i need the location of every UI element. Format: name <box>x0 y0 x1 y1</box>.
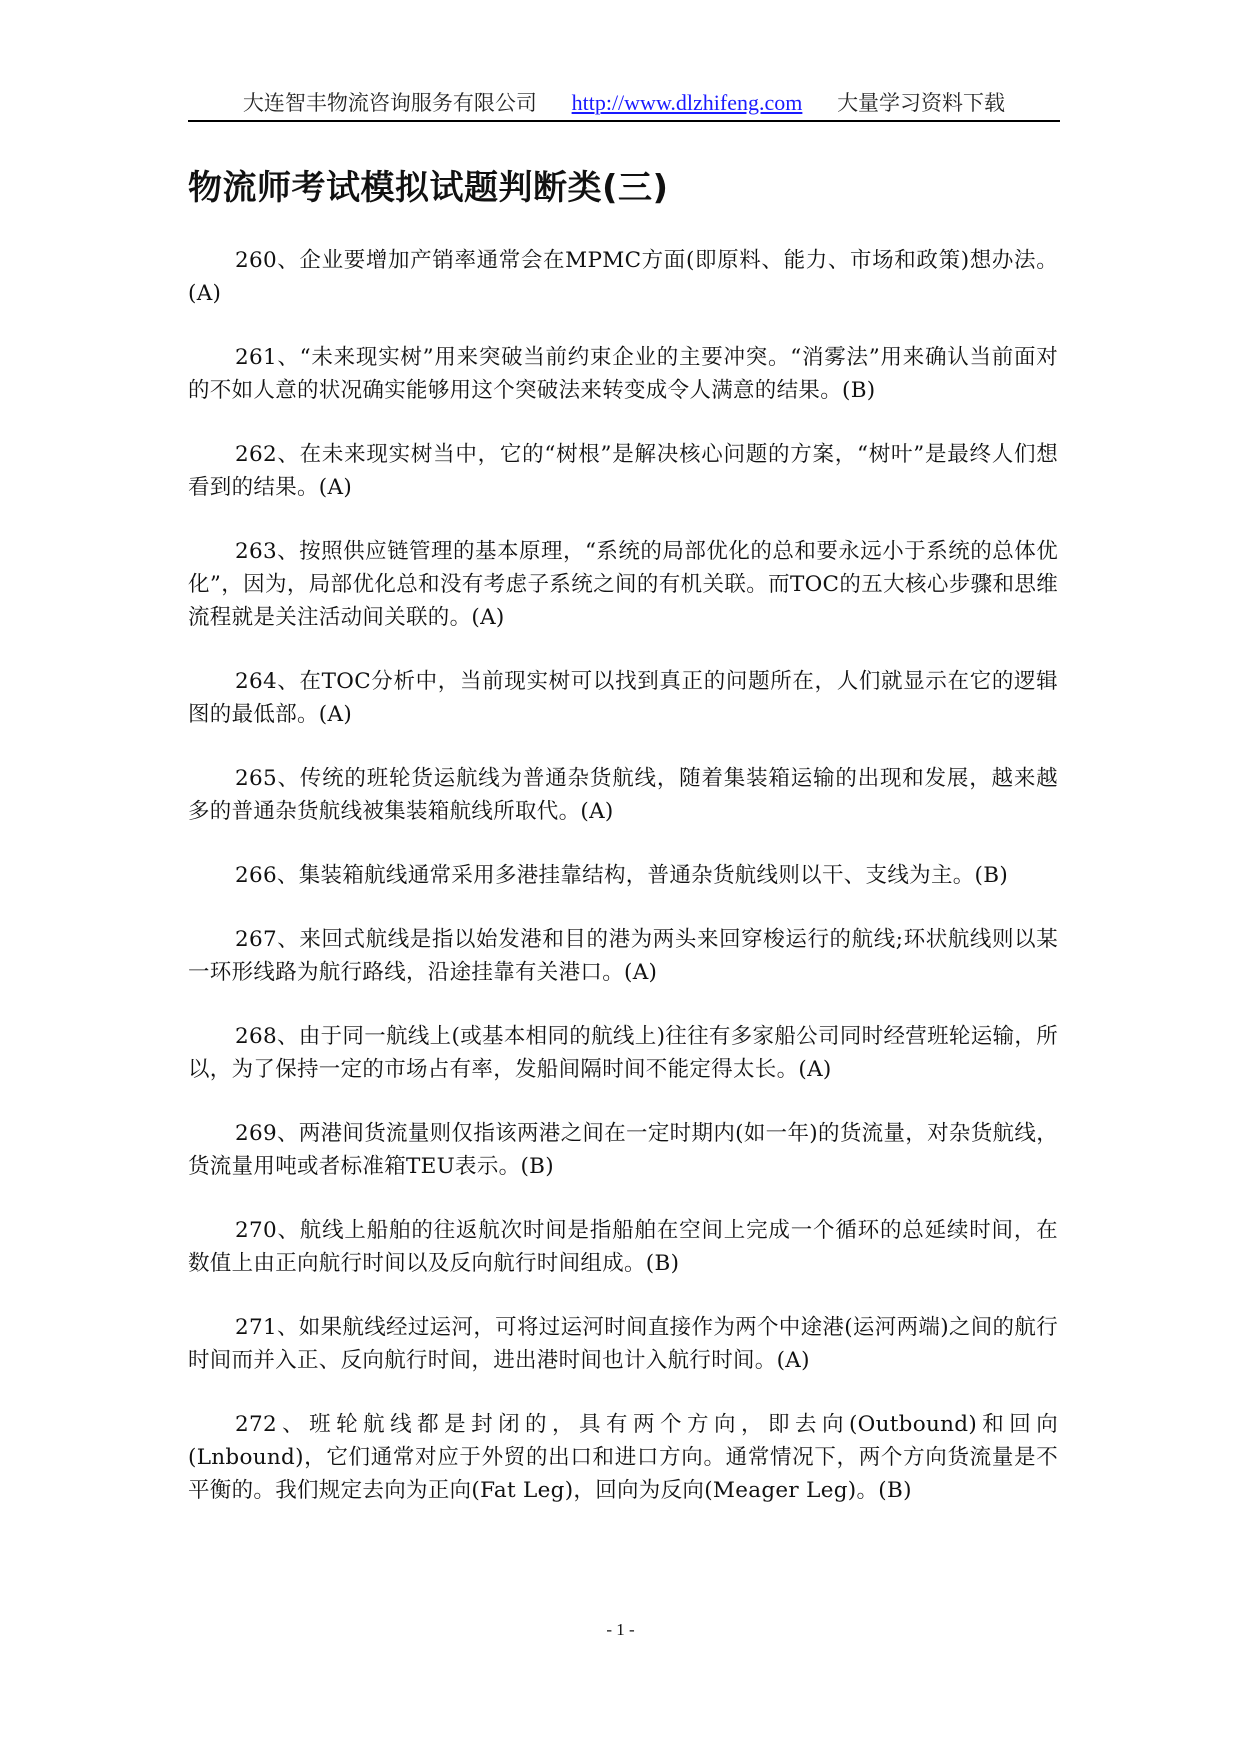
page-header <box>188 88 1060 122</box>
document-title: 物流师考试模拟试题判断类(三) <box>188 168 669 208</box>
question-265: 265、传统的班轮货运航线为普通杂货航线，随着集装箱运输的出现和发展，越来越多的普通杂货航线被集装箱航线所取代。(A) <box>188 766 1058 824</box>
header-slogan: 大量学习资料下载 <box>837 91 1006 115</box>
question-267: 267、来回式航线是指以始发港和目的港为两头来回穿梭运行的航线;环状航线则以某一环形线路为航行路线，沿途挂靠有关港口。(A) <box>188 927 1058 985</box>
question-269: 269、两港间货流量则仅指该两港之间在一定时期内(如一年)的货流量，对杂货航线，货流量用吨或者标准箱TEU表示。(B) <box>188 1121 1058 1179</box>
question-260: 260、企业要增加产销率通常会在MPMC方面(即原料、能力、市场和政策)想办法。(A) <box>188 248 1058 306</box>
question-268: 268、由于同一航线上(或基本相同的航线上)往往有多家船公司同时经营班轮运输，所以，为了保持一定的市场占有率，发船间隔时间不能定得太长。(A) <box>188 1024 1058 1082</box>
question-271: 271、如果航线经过运河，可将过运河时间直接作为两个中途港(运河两端)之间的航行时间而并入正、反向航行时间，进出港时间也计入航行时间。(A) <box>188 1315 1058 1373</box>
page-number: - 1 - <box>606 1620 635 1639</box>
header-url-link[interactable]: http://www.dlzhifeng.com <box>571 90 803 115</box>
question-261: 261、“未来现实树”用来突破当前约束企业的主要冲突。“消雾法”用来确认当前面对的不如人意的状况确实能够用这个突破法来转变成令人满意的结果。(B) <box>188 345 1058 403</box>
header-company: 大连智丰物流咨询服务有限公司 <box>242 91 537 115</box>
question-266: 266、集装箱航线通常采用多港挂靠结构，普通杂货航线则以干、支线为主。(B) <box>235 863 1009 888</box>
question-263: 263、按照供应链管理的基本原理，“系统的局部优化的总和要永远小于系统的总体优化”，因为，局部优化总和没有考虑子系统之间的有机关联。而TOC的五大核心步骤和思维流程就是关注活动间关联的。(A) <box>188 539 1058 630</box>
question-270: 270、航线上船舶的往返航次时间是指船舶在空间上完成一个循环的总延续时间，在数值上由正向航行时间以及反向航行时间组成。(B) <box>188 1218 1058 1276</box>
question-264: 264、在TOC分析中，当前现实树可以找到真正的问题所在，人们就显示在它的逻辑图的最低部。(A) <box>188 669 1058 727</box>
question-262: 262、在未来现实树当中，它的“树根”是解决核心问题的方案，“树叶”是最终人们想看到的结果。(A) <box>188 442 1058 500</box>
question-272: 272、班轮航线都是封闭的，具有两个方向，即去向(Outbound)和回向(Lnbound)，它们通常对应于外贸的出口和进口方向。通常情况下，两个方向货流量是不平衡的。我们规定去向为正向(Fat Leg)，回向为反向(Meager Leg)。(B) <box>188 1412 1058 1503</box>
question-list <box>188 244 1058 1538</box>
